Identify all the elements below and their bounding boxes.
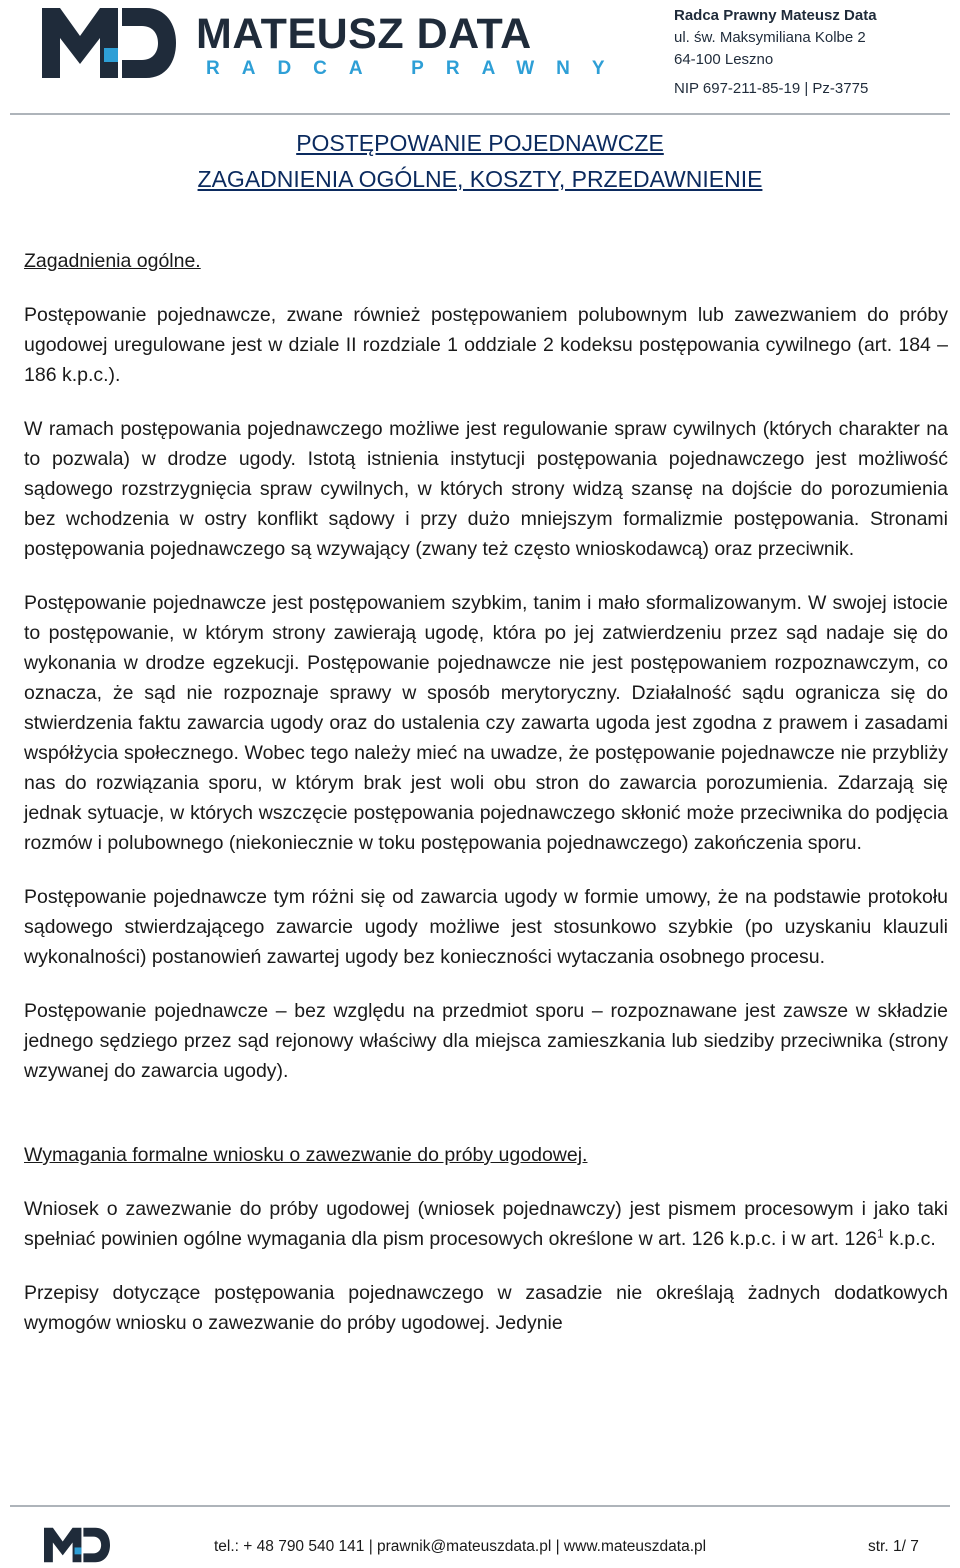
md-logo-icon — [42, 8, 176, 78]
firm-street: ul. św. Maksymiliana Kolbe 2 — [674, 29, 866, 46]
document-body — [24, 246, 948, 1338]
firm-name: Radca Prawny Mateusz Data — [674, 7, 877, 24]
article-superscript: 1 — [877, 1226, 884, 1241]
paragraph-3: Postępowanie pojednawcze jest postępowaniem szybkim, tanim i mało sformalizowanym. W swojej istocie to postępowanie, w którym strony zawierają ugodę, która po jej zatwierdzeniu przez sąd nadaje się do wykonania w drodze egzekucji. Postępowanie pojednawcze nie jest postępowaniem rozpoznawczym, co oznacza, że sąd nie rozpoznaje sprawy w sposób merytoryczny. Działalność sądu ogranicza się do stwierdzenia faktu zawarcia ugody oraz do ustalenia czy zawarta ugoda jest zgodna z prawem i zasadami współżycia społecznego. Wobec tego należy mieć na uwadze, że postępowanie pojednawcze nie przybliży nas do rozwiązania sporu, w którym brak jest woli obu stron do zawarcia porozumienia. Zdarzają się jednak sytuacje, w których wszczęcie postępowania pojednawczego skłonić może przeciwnika do podjęcia rozmów i polubownego (niekoniecznie w toku postępowania pojednawczego) zakończenia sporu. — [24, 592, 948, 854]
paragraph-2: W ramach postępowania pojednawczego możliwe jest regulowanie spraw cywilnych (których charakter na to pozwala) w drodze ugody. Istotą istnienia instytucji postępowania pojednawczego jest możliwość sądowego rozstrzygnięcia spraw cywilnych, w których strony widzą szansę na dojście do porozumienia bez wchodzenia w ostry konflikt sądowy i przy dużo mniejszym formalizmie postępowania. Stronami postępowania pojednawczego są wzywający (zwany też często wnioskodawcą) oraz przeciwnik. — [24, 418, 948, 560]
page-footer — [0, 1505, 960, 1568]
section-heading-requirements: Wymagania formalne wniosku o zawezwanie do próby ugodowej. — [24, 1144, 588, 1166]
brand-name: MATEUSZ DATA — [196, 10, 532, 58]
header-divider — [10, 113, 950, 115]
paragraph-7: Przepisy dotyczące postępowania pojednawczego w zasadzie nie określają żadnych dodatkowych wymogów wniosku o zawezwanie do próby ugodowej. Jedynie — [24, 1282, 948, 1334]
section-heading-general: Zagadnienia ogólne. — [24, 250, 201, 272]
paragraph-1: Postępowanie pojednawcze, zwane również postępowaniem polubownym lub zawezwaniem do próby ugodowej uregulowane jest w dziale II rozdziale 1 oddziale 2 kodeksu postępowania cywilnego (art. 184 – 186 k.p.c.). — [24, 304, 948, 386]
paragraph-6-text: Wniosek o zawezwanie do próby ugodowej (wniosek pojednawczy) jest pismem procesowym i jako taki spełniać powinien ogólne wymagania dla pism procesowych określone w art. 126 k.p.c. i w art. 126 — [24, 1198, 948, 1250]
page-header — [0, 0, 960, 116]
paragraph-6-tail: k.p.c. — [883, 1228, 936, 1250]
document-title: POSTĘPOWANIE POJEDNAWCZE — [296, 130, 664, 156]
footer-contact: tel.: + 48 790 540 141 | prawnik@mateuszdata.pl | www.mateuszdata.pl — [214, 1538, 707, 1555]
firm-city: 64-100 Leszno — [674, 51, 774, 68]
footer-divider — [10, 1505, 950, 1507]
document-subtitle: ZAGADNIENIA OGÓLNE, KOSZTY, PRZEDAWNIENIE — [197, 166, 763, 192]
firm-nip: NIP 697-211-85-19 | Pz-3775 — [674, 80, 869, 97]
paragraph-5: Postępowanie pojednawcze – bez względu na przedmiot sporu – rozpoznawane jest zawsze w składzie jednego sędziego przez sąd rejonowy właściwy dla miejsca zamieszkania lub siedziby przeciwnika (strony wzywanej do zawarcia ugody). — [24, 1000, 948, 1082]
brand-subtitle: RADCA PRAWNY — [206, 58, 627, 79]
md-footer-logo-icon — [44, 1525, 110, 1565]
firm-address — [674, 5, 877, 71]
page-number: str. 1/ 7 — [868, 1538, 919, 1555]
paragraph-6 — [24, 1194, 948, 1254]
paragraph-4: Postępowanie pojednawcze tym różni się od zawarcia ugody w formie umowy, że na podstawie protokołu sądowego stwierdzającego zawarcie ugody możliwe jest stosunkowo szybkie (po uzyskaniu klauzuli wykonalności) postanowień zawartej ugody bez konieczności wytaczania osobnego procesu. — [24, 886, 948, 968]
